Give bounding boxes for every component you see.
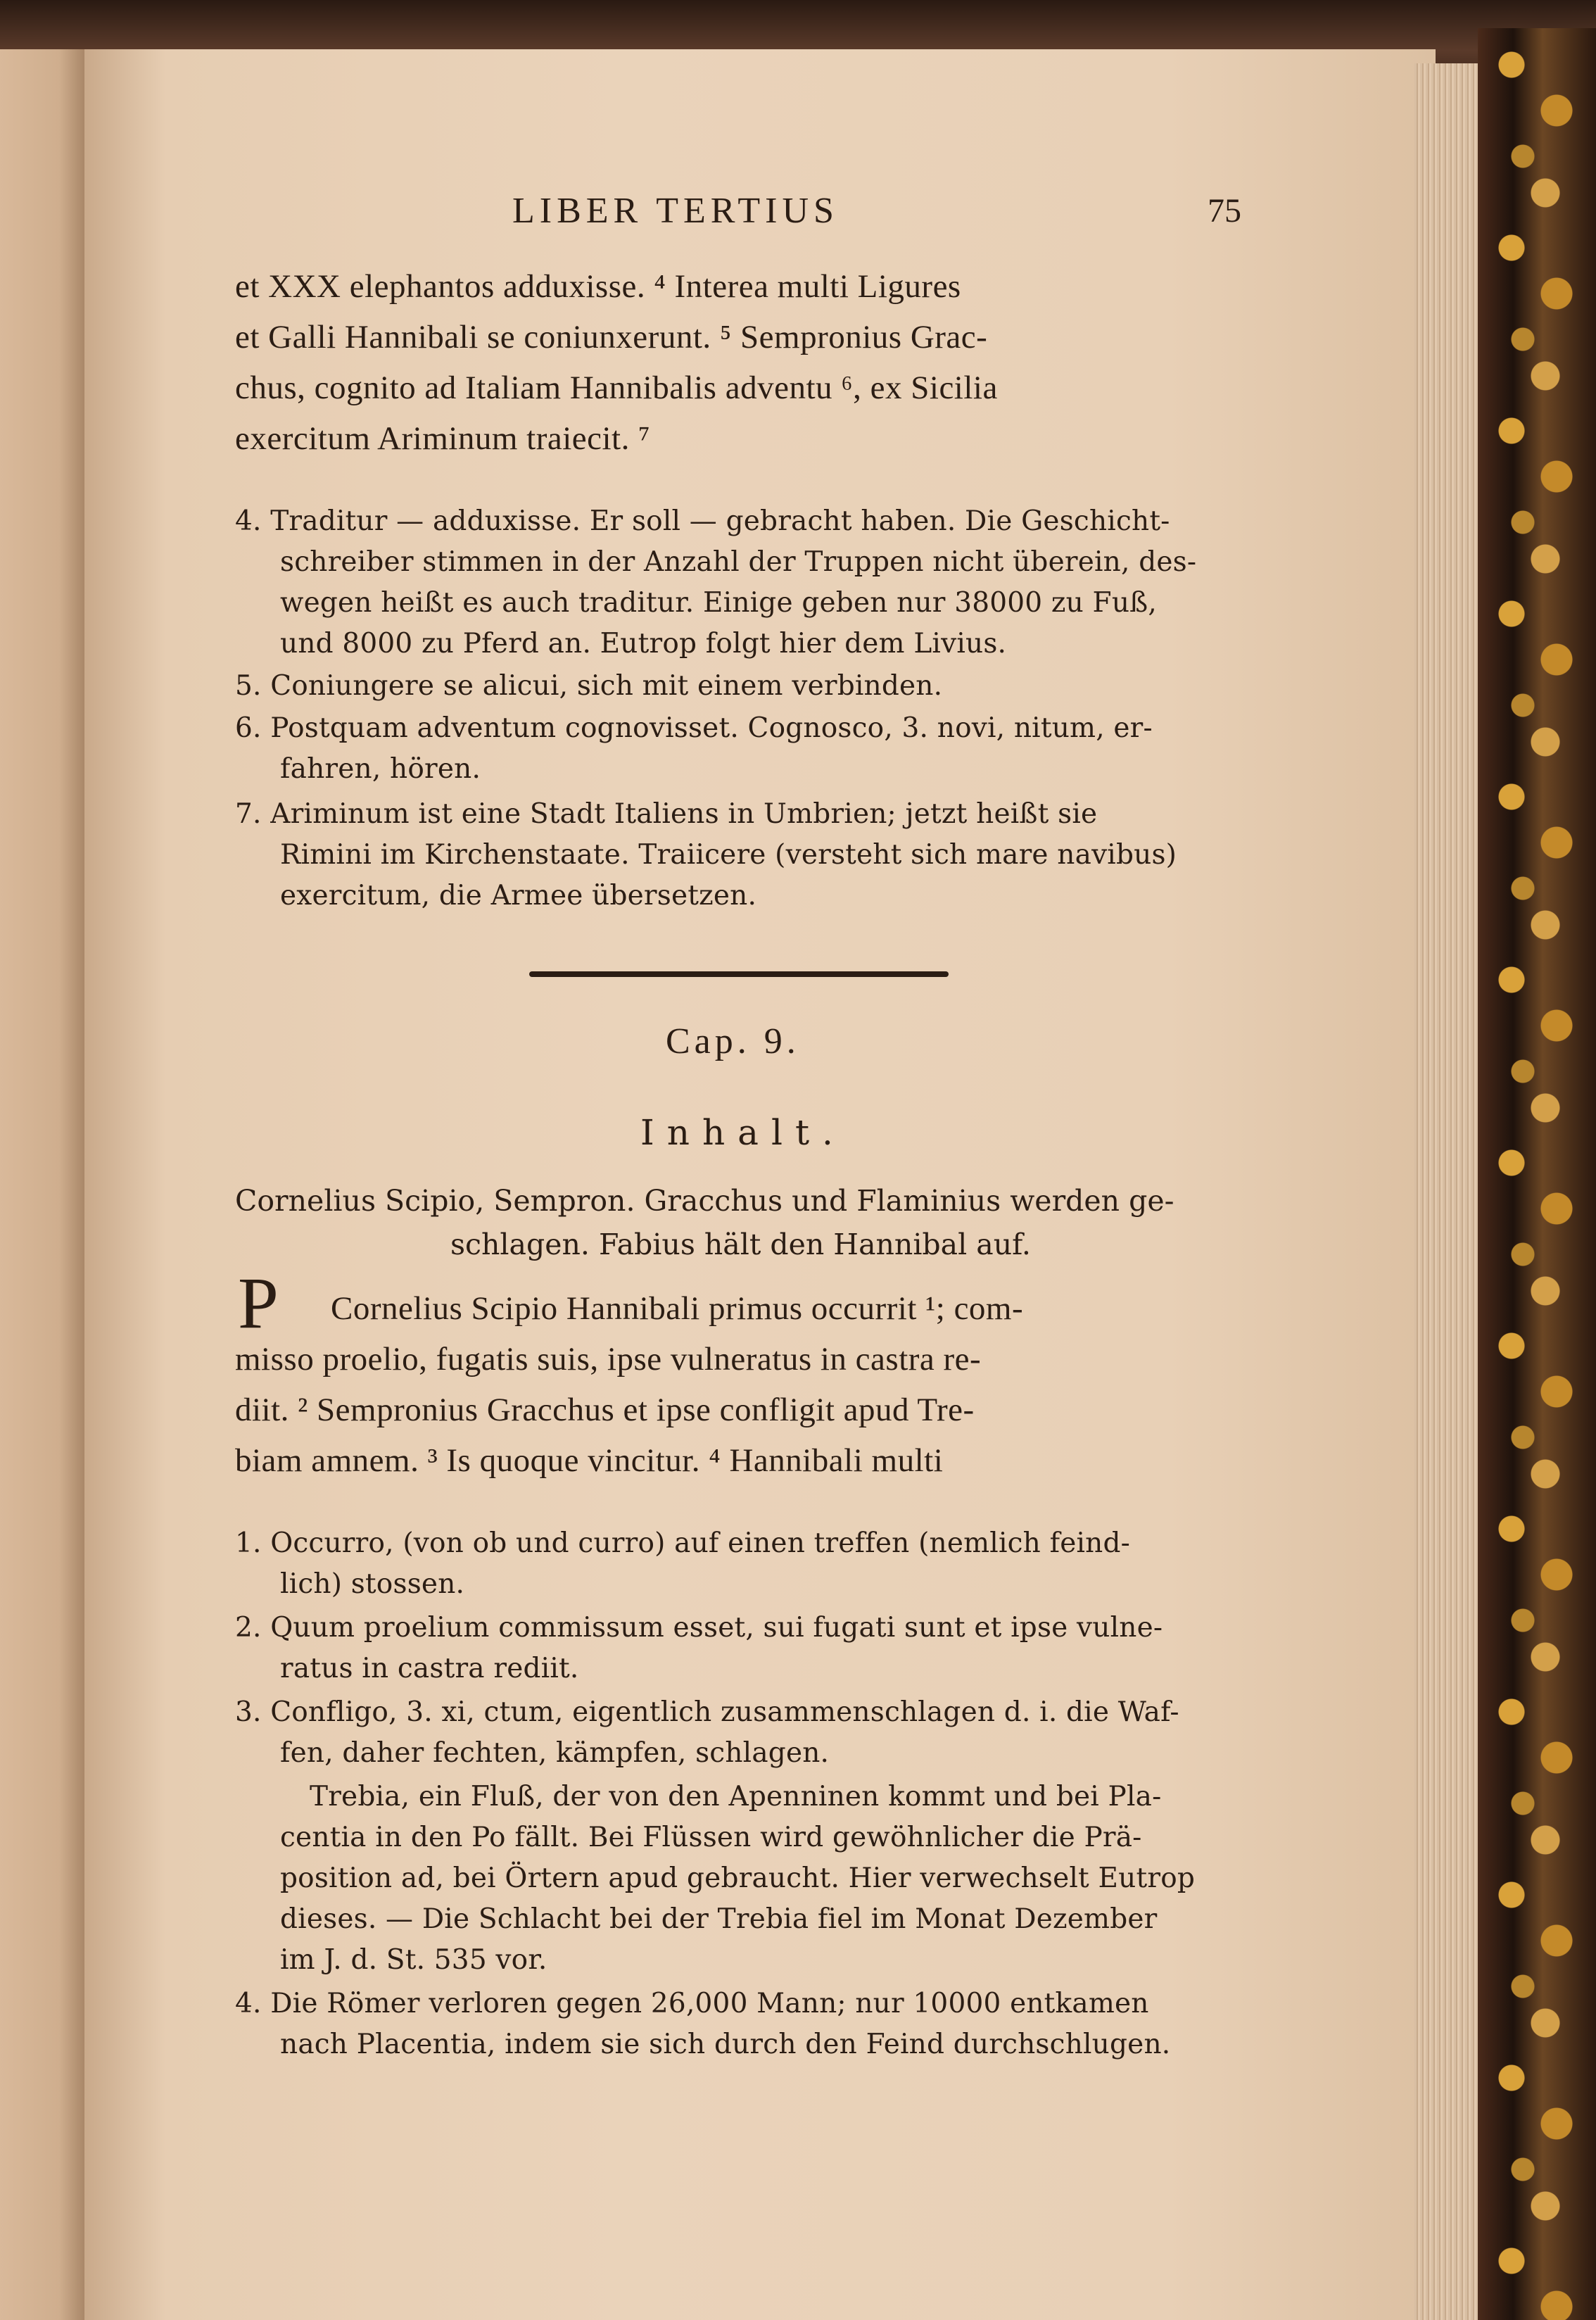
section-divider (529, 971, 949, 977)
left-page-edge (0, 49, 84, 2320)
page-number: 75 (1208, 192, 1241, 229)
chapter-title: Cap. 9. (666, 1021, 800, 1061)
latin-text-line: misso proelio, fugatis suis, ipse vulneratus in castra re- (235, 1341, 982, 1378)
footnote-line: dieses. — Die Schlacht bei der Trebia fiel im Monat Dezember (280, 1903, 1158, 1935)
inhalt-heading: Inhalt. (640, 1112, 846, 1153)
footnote-line: schreiber stimmen in der Anzahl der Truppen nicht überein, des- (280, 546, 1197, 578)
footnote-line: ratus in castra rediit. (280, 1653, 579, 1684)
footnote-line: lich) stossen. (280, 1568, 465, 1600)
footnote-line: 3. Confligo, 3. xi, ctum, eigentlich zusammenschlagen d. i. die Waf- (235, 1696, 1179, 1728)
footnote-line: und 8000 zu Pferd an. Eutrop folgt hier dem Livius. (280, 628, 1007, 660)
latin-text-line: et Galli Hannibali se coniunxerunt. ⁵ Sempronius Grac- (235, 319, 988, 355)
chapter-summary-line: schlagen. Fabius hält den Hannibal auf. (450, 1228, 1031, 1261)
marbled-binding (1478, 28, 1596, 2320)
footnote-line: 4. Die Römer verloren gegen 26,000 Mann; nur 10000 entkamen (235, 1988, 1149, 2019)
running-header: LIBER TERTIUS (512, 191, 839, 231)
footnote-line: Trebia, ein Fluß, der von den Apenninen kommt und bei Pla- (310, 1781, 1162, 1812)
footnote-line: Rimini im Kirchenstaate. Traiicere (versteht sich mare navibus) (280, 839, 1177, 871)
footnote-line: 5. Coniungere se alicui, sich mit einem verbinden. (235, 670, 943, 702)
footnote-line: position ad, bei Örtern apud gebraucht. Hier verwechselt Eutrop (280, 1862, 1196, 1894)
latin-text-line: Cornelius Scipio Hannibali primus occurrit ¹; com- (331, 1290, 1024, 1327)
page-edges (1414, 63, 1478, 2320)
latin-text-line: diit. ² Sempronius Gracchus et ipse confligit apud Tre- (235, 1392, 975, 1428)
footnote-line: fahren, hören. (280, 753, 481, 785)
latin-text-line: exercitum Ariminum traiecit. ⁷ (235, 420, 650, 457)
footnote-line: im J. d. St. 535 vor. (280, 1944, 547, 1976)
footnote-line: nach Placentia, indem sie sich durch den Feind durchschlugen. (280, 2029, 1171, 2060)
footnote-line: exercitum, die Armee übersetzen. (280, 880, 757, 912)
footnote-line: 7. Ariminum ist eine Stadt Italiens in Umbrien; jetzt heißt sie (235, 798, 1098, 830)
footnote-line: fen, daher fechten, kämpfen, schlagen. (280, 1737, 830, 1769)
chapter-summary-line: Cornelius Scipio, Sempron. Gracchus und Flaminius werden ge- (235, 1184, 1174, 1218)
latin-text-line: chus, cognito ad Italiam Hannibalis adventu ⁶, ex Sicilia (235, 370, 998, 406)
footnote-line: centia in den Po fällt. Bei Flüssen wird gewöhnlicher die Prä- (280, 1822, 1142, 1853)
latin-text-line: et XXX elephantos adduxisse. ⁴ Interea multi Ligures (235, 268, 961, 305)
footnote-line: 4. Traditur — adduxisse. Er soll — gebracht haben. Die Geschicht- (235, 505, 1170, 537)
footnote-line: 1. Occurro, (von ob und curro) auf einen treffen (nemlich feind- (235, 1527, 1131, 1559)
footnote-line: 2. Quum proelium commissum esset, sui fugati sunt et ipse vulne- (235, 1612, 1163, 1644)
footnote-line: 6. Postquam adventum cognovisset. Cognosco, 3. novi, nitum, er- (235, 712, 1153, 744)
latin-text-line: biam amnem. ³ Is quoque vincitur. ⁴ Hannibali multi (235, 1442, 944, 1479)
drop-cap: P (238, 1263, 279, 1344)
footnote-line: wegen heißt es auch traditur. Einige geben nur 38000 zu Fuß, (280, 587, 1157, 619)
